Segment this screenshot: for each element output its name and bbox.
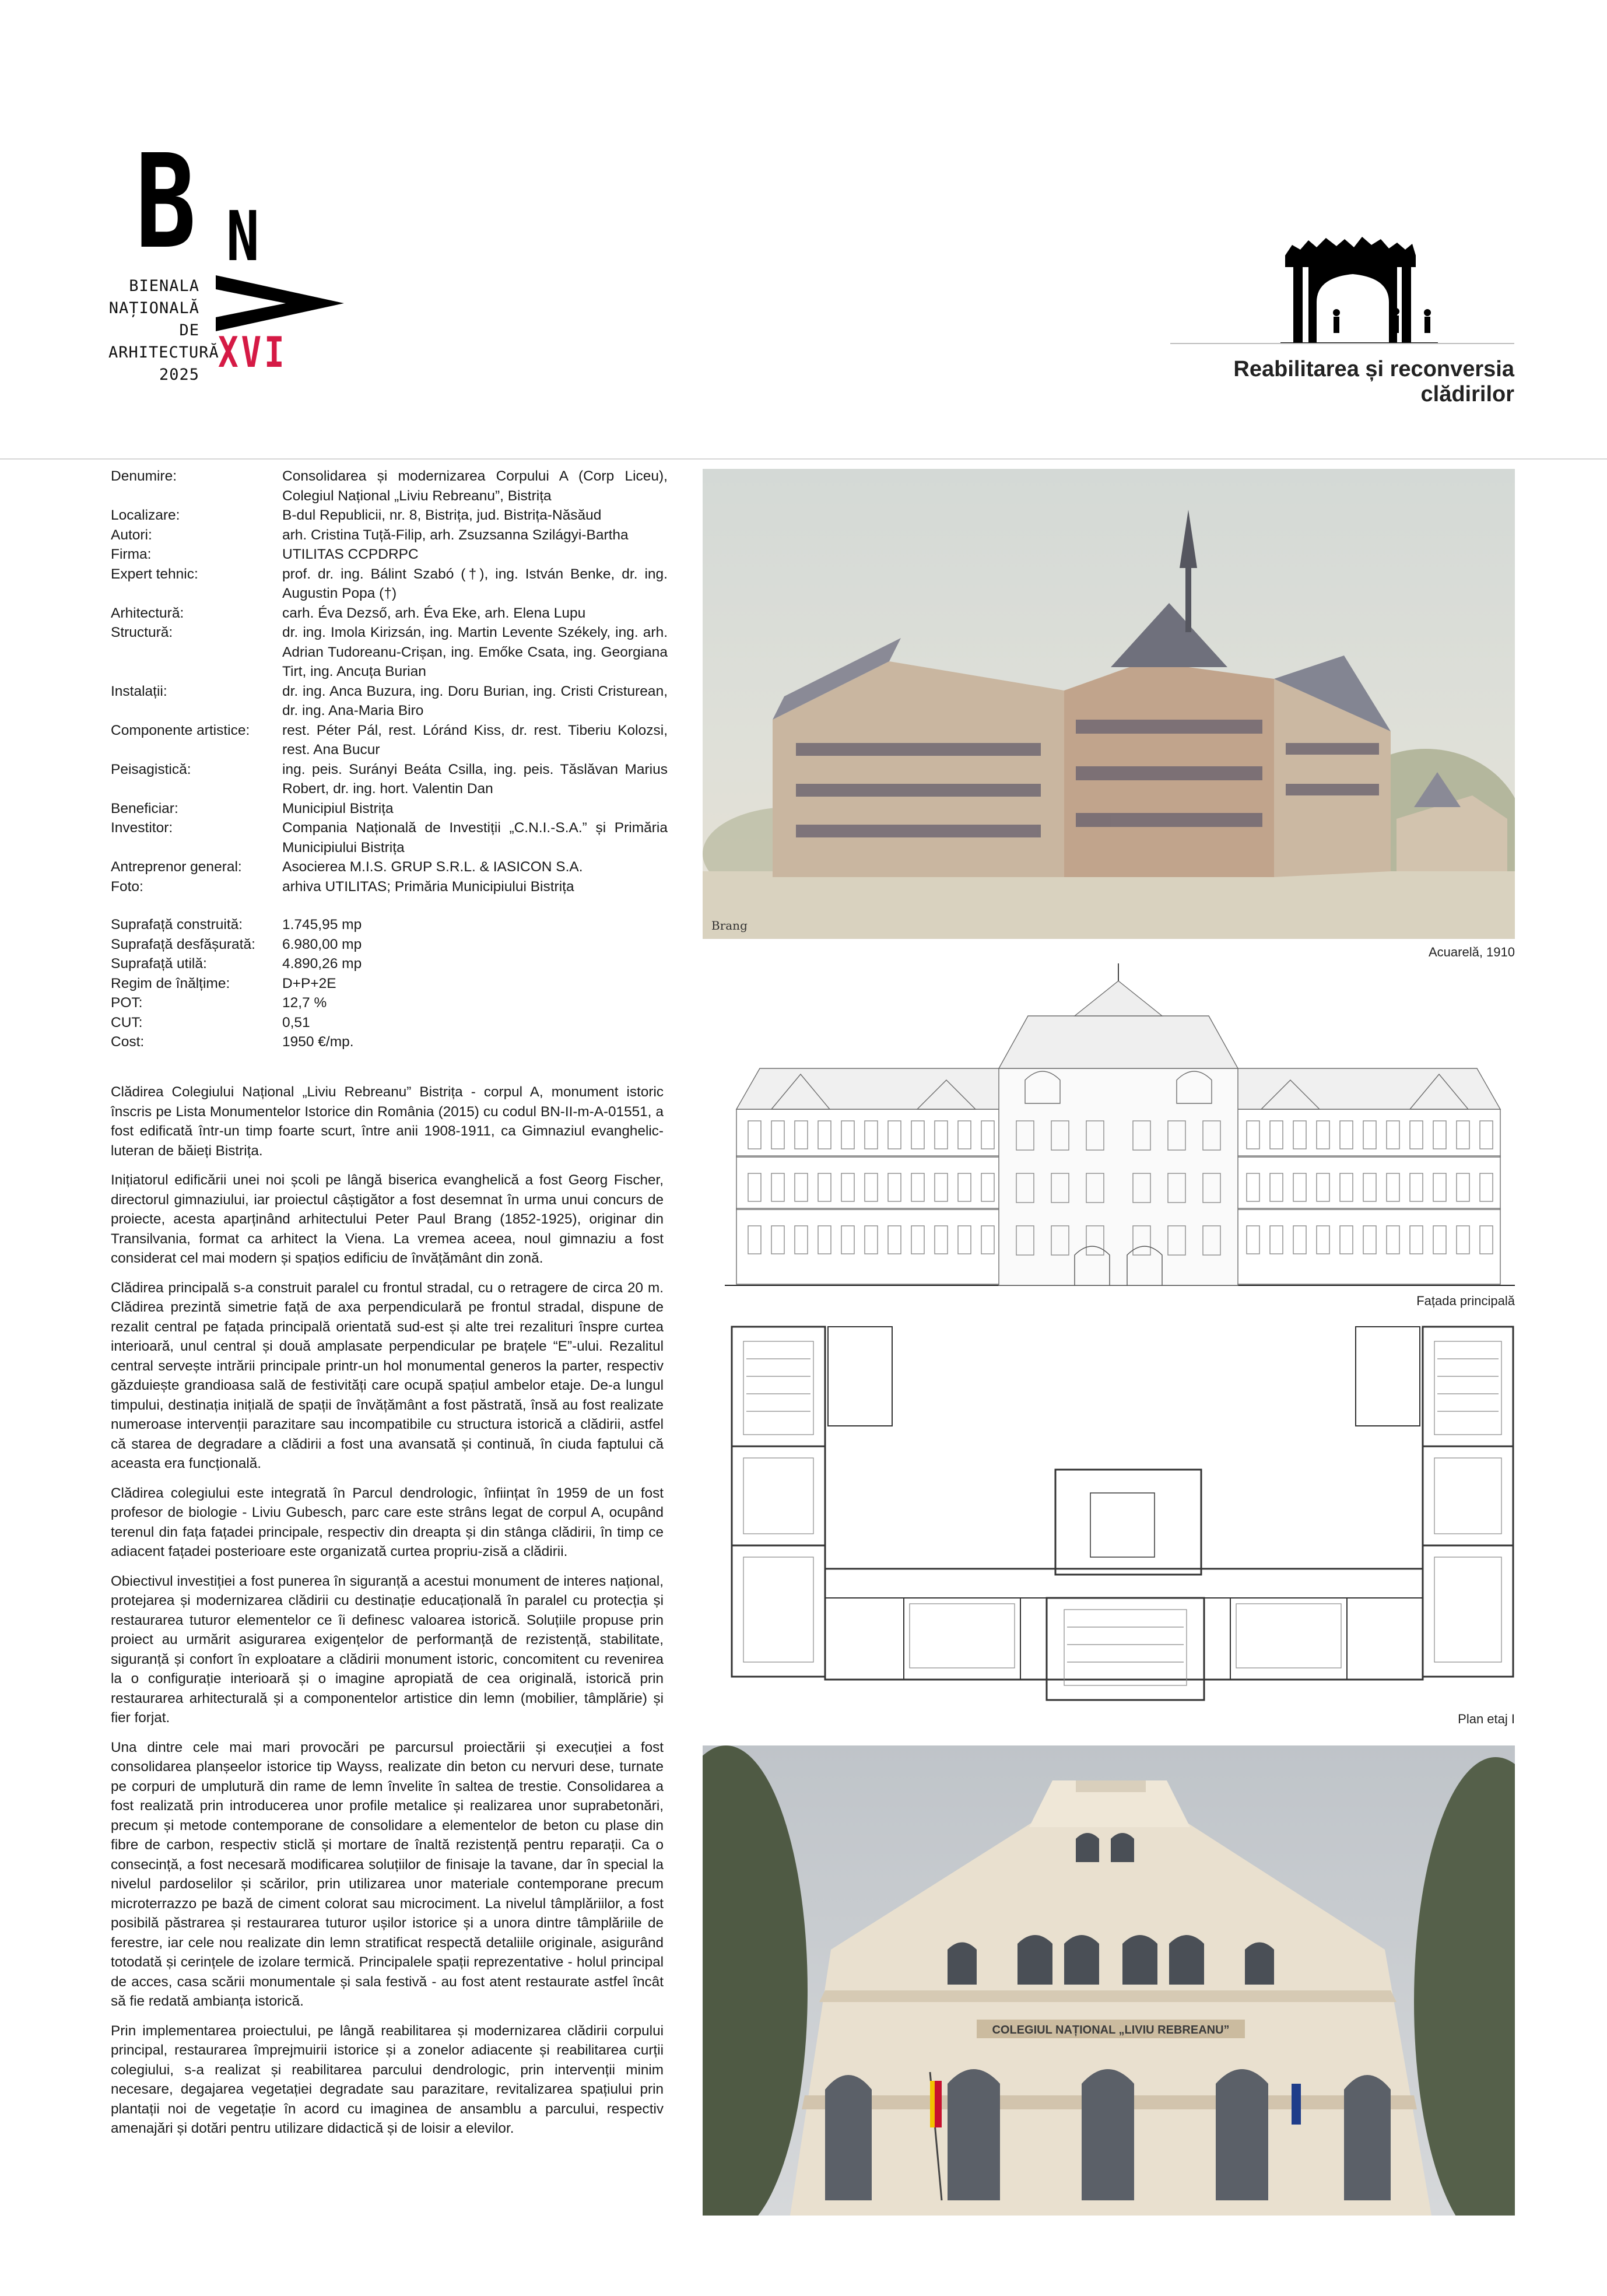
header-divider xyxy=(0,458,1607,460)
info-key: Peisagistică: xyxy=(111,761,191,777)
info-value: Compania Națională de Investiții „C.N.I.-S.A.” și Primăria Municipiului Bistrița xyxy=(282,820,668,856)
stat-row xyxy=(111,993,668,1013)
info-value: ing. peis. Surányi Beáta Csilla, ing. peis. Tăslăvan Marius Robert, dr. ing. hort. Valentin Dan xyxy=(282,761,668,797)
paragraph: Inițiatorul edificării unei noi școli pe lângă biserica evanghelică a fost Georg Fischer, directorul gimnaziului, iar proiectul câștigător a fost desemnat în urma unui concurs de proiecte, acesta aparținând arhitectului Peter Paul Brang (1852-1925), originar din Transilvania, format ca arhitect la Viena. La vremea aceea, noul gimnaziu a fost considerat cel mai modern și spațios edificiu de învățământ din zonă. xyxy=(111,1172,664,1266)
facade-drawing xyxy=(725,963,1515,1290)
logo-letter-b: B xyxy=(135,127,195,278)
stat-key: Regim de înălțime: xyxy=(111,975,230,991)
stat-row xyxy=(111,915,668,935)
info-value: rest. Péter Pál, rest. Lóránd Kiss, dr. rest. Tiberiu Kolozsi, rest. Ana Bucur xyxy=(282,722,668,758)
info-value: dr. ing. Anca Buzura, ing. Doru Burian, ing. Cristi Cristurean, dr. ing. Ana-Maria Biro xyxy=(282,683,668,718)
info-value: dr. ing. Imola Kirizsán, ing. Martin Levente Székely, ing. arh. Adrian Tudoreanu-Crișan, ing. Emőke Csata, ing. Georgiana Tirt, ing. Ancuța Burian xyxy=(282,625,668,679)
paragraph: Clădirea principală s-a construit paralel cu frontul stradal, cu o retragere de circa 20 m. Clădirea prezintă simetrie față de axa perpendiculară pe frontul stradal, dispune de rezalit central pe fațada principală orientată sud-est și alte trei rezalituri înspre curtea interioară, unul central și două amplasate perpendicular pe brațele “E”-ului. Rezalitul central servește intrării principale printr-un hol monumental generos la parter, respectiv găzduiește grandioasa sală de festivități care ocupă spațiul ambelor etaje. De-a lungul timpului, destinația inițială de spații de învățământ a fost păstrată, însă au fost realizate numeroase intervenții parazitare sau incompatibile cu structura istorică a clădirii, astfel că starea de degradare a clădirii a fost una avansată și continuă, în ciuda faptului că aceasta era funcțională. xyxy=(111,1280,664,1471)
info-row xyxy=(111,857,668,877)
stat-value: 1950 €/mp. xyxy=(282,1034,354,1050)
info-row xyxy=(111,565,668,604)
logo-letter-n: N xyxy=(226,196,259,276)
theme-divider xyxy=(1170,343,1514,344)
info-key: Instalații: xyxy=(111,683,167,699)
info-key: Autori: xyxy=(111,527,152,543)
info-row xyxy=(111,604,668,623)
info-value: carh. Éva Dezső, arh. Éva Eke, arh. Elena Lupu xyxy=(282,605,586,621)
logo-line: NAȚIONALĂ xyxy=(108,299,199,317)
building-sign: COLEGIUL NAȚIONAL „LIVIU REBREANU” xyxy=(992,2024,1230,2036)
floor-plan xyxy=(729,1324,1516,1703)
stat-value: 6.980,00 mp xyxy=(282,936,362,952)
plan-caption: Plan etaj I xyxy=(1458,1712,1515,1726)
paragraph: Clădirea Colegiului Național „Liviu Rebreanu” Bistrița - corpul A, monument istoric înscris pe Lista Monumentelor Istorice din România (2015) cu codul BN-II-m-A-01551, a fost edificată într-un timp foarte scurt, între anii 1908-1911, ca Gimnaziul evanghelic-luteran de băieți Bistrița. xyxy=(111,1084,664,1159)
paragraph: Clădirea colegiului este integrată în Parcul dendrologic, înființat în 1959 de un fost profesor de biologie - Liviu Gubesch, parc care este strâns legat de corpul A, ocupând terenul din fața fațadei principale, respectiv din dreapta și din stânga clădirii, în timp ce adiacent fațadei posterioare este organizată curtea propriu-zisă a clădirii. xyxy=(111,1485,664,1559)
stat-key: CUT: xyxy=(111,1014,143,1030)
stat-row xyxy=(111,935,668,955)
ruin-arch-icon xyxy=(1280,232,1438,349)
info-row xyxy=(111,506,668,525)
info-key: Investitor: xyxy=(111,820,173,836)
stat-value: 4.890,26 mp xyxy=(282,956,362,972)
facade-photo xyxy=(703,1745,1515,2216)
info-value: Asocierea M.I.S. GRUP S.R.L. & IASICON S.A. xyxy=(282,859,583,875)
stat-key: Cost: xyxy=(111,1034,145,1050)
info-value: B-dul Republicii, nr. 8, Bistrița, jud. Bistrița-Năsăud xyxy=(282,507,602,523)
info-key: Expert tehnic: xyxy=(111,566,198,582)
info-value: prof. dr. ing. Bálint Szabó (†), ing. István Benke, dr. ing. Augustin Popa (†) xyxy=(282,566,668,601)
logo-line: 2025 xyxy=(159,366,199,384)
info-row xyxy=(111,682,668,721)
stat-key: Suprafață construită: xyxy=(111,917,243,933)
paragraph: Obiectivul investiției a fost punerea în siguranță a acestui monument de interes național, protejarea și modernizarea clădirii cu destinație educațională în paralel cu protecția și restaurarea tuturor elementelor ce îi definesc valoarea istorică. Soluțiile propuse prin proiect au urmărit asigurarea exigențelor de performanță de rezistență, stabilitate, siguranță și confort în exploatare a clădirii monument istoric, concomitent cu revenirea la o configurație interioară și o imagine apropiată de cea originală, istorică prin restaurarea arhitecturală și a componentelor artistice din lemn (mobilier, tâmplărie) și fier forjat. xyxy=(111,1573,664,1726)
info-row xyxy=(111,545,668,565)
info-key: Localizare: xyxy=(111,507,180,523)
info-value: arh. Cristina Tuță-Filip, arh. Zsuzsanna Szilágyi-Bartha xyxy=(282,527,629,543)
logo-line: ARHITECTURĂ xyxy=(108,343,219,362)
watercolor-caption: Acuarelă, 1910 xyxy=(1429,945,1515,959)
info-value: Consolidarea și modernizarea Corpului A (Corp Liceu), Colegiul Național „Liviu Rebreanu”, Bistrița xyxy=(282,468,668,504)
logo-letter-a xyxy=(216,275,344,331)
stat-row xyxy=(111,974,668,994)
info-key: Structură: xyxy=(111,625,173,640)
info-key: Firma: xyxy=(111,546,152,562)
info-value: Municipiul Bistrița xyxy=(282,800,394,816)
stat-row xyxy=(111,954,668,974)
stat-key: Suprafață desfășurată: xyxy=(111,936,255,952)
project-description xyxy=(111,1082,664,2148)
info-row xyxy=(111,467,668,506)
info-key: Componente artistice: xyxy=(111,722,250,738)
info-row xyxy=(111,721,668,760)
project-info xyxy=(111,467,668,1052)
info-row xyxy=(111,525,668,545)
watercolor-image xyxy=(703,469,1515,939)
facade-caption: Fațada principală xyxy=(1416,1294,1515,1308)
exhibition-theme: Reabilitarea și reconversia clădirilor xyxy=(1233,357,1514,406)
stat-row xyxy=(111,1032,668,1052)
logo-text xyxy=(108,275,219,386)
stat-value: 1.745,95 mp xyxy=(282,917,362,933)
info-row xyxy=(111,623,668,682)
info-row xyxy=(111,760,668,799)
info-key: Foto: xyxy=(111,878,143,895)
paragraph: Prin implementarea proiectului, pe lângă reabilitarea și modernizarea clădirii corpului principal, restaurarea împrejmuirii istorice și a zonelor adiacente și reabilitarea curții colegiului, s-a realizat și reabilitarea parcului dendrologic, prin intervenții minim necesare, degajarea vegetației degradate sau parazitare, revitalizarea spațiului prin plantații noi de vegetație în acord cu imaginea de ansamblu a parcului, respectiv amenajări și dotări pentru utilizare didactică și de loisir a elevilor. xyxy=(111,2022,664,2136)
watercolor-signature: Brang xyxy=(711,919,748,933)
info-key: Antreprenor general: xyxy=(111,859,242,875)
info-value: arhiva UTILITAS; Primăria Municipiului Bistrița xyxy=(282,878,574,895)
info-key: Beneficiar: xyxy=(111,800,178,816)
info-row xyxy=(111,799,668,819)
info-row xyxy=(111,877,668,897)
stat-value: 0,51 xyxy=(282,1014,310,1030)
stat-row xyxy=(111,1013,668,1033)
stat-key: Suprafață utilă: xyxy=(111,956,207,972)
stat-value: 12,7 % xyxy=(282,995,327,1011)
info-key: Denumire: xyxy=(111,468,177,484)
paragraph: Una dintre cele mai mari provocări pe parcursul proiectării și execuției a fost consolidarea planșeelor istorice tip Wayss, realizate din beton cu nervuri dese, turnate pe corpuri de umplutură din rame de lemn învelite în saltea de trestie. Consolidarea a fost realizată prin introducerea unor profile metalice și realizarea unor suprabetonări, precum și metode contemporane de consolidare a elementelor de beton cu plase din fibre de carbon, respectiv sticlă și mortare de înaltă rezistență pentru reparații. Ca o consecință, a fost necesară modificarea soluțiilor de finisaje la tavane, dar în special la nivelul pardoselilor și scărilor, prin utilizarea unor materiale contemporane precum microterrazzo pe bază de ciment colorat sau microciment. La nivelul tâmplăriilor, a fost posibilă păstrarea și restaurarea tuturor ușilor istorice și a unora dintre tâmplăriile de ferestre, iar cele nou realizate din lemn stratificat respectă detaliile originale, asigurând totodată și cerințele de izolare termică. Principalele spații reprezentative - holul principal de acces, casa scării monumentale și sala festivă - au fost atent restaurate astfel încât să fie redată ambianța istorică. xyxy=(111,1739,664,2009)
info-key: Arhitectură: xyxy=(111,605,184,621)
logo-line: BIENALA xyxy=(129,277,199,295)
info-value: UTILITAS CCPDRPC xyxy=(282,546,419,562)
logo-line: DE xyxy=(179,321,199,339)
stat-key: POT: xyxy=(111,995,143,1011)
info-row xyxy=(111,818,668,857)
edition-number: XVI xyxy=(218,328,287,377)
stat-value: D+P+2E xyxy=(282,975,336,991)
